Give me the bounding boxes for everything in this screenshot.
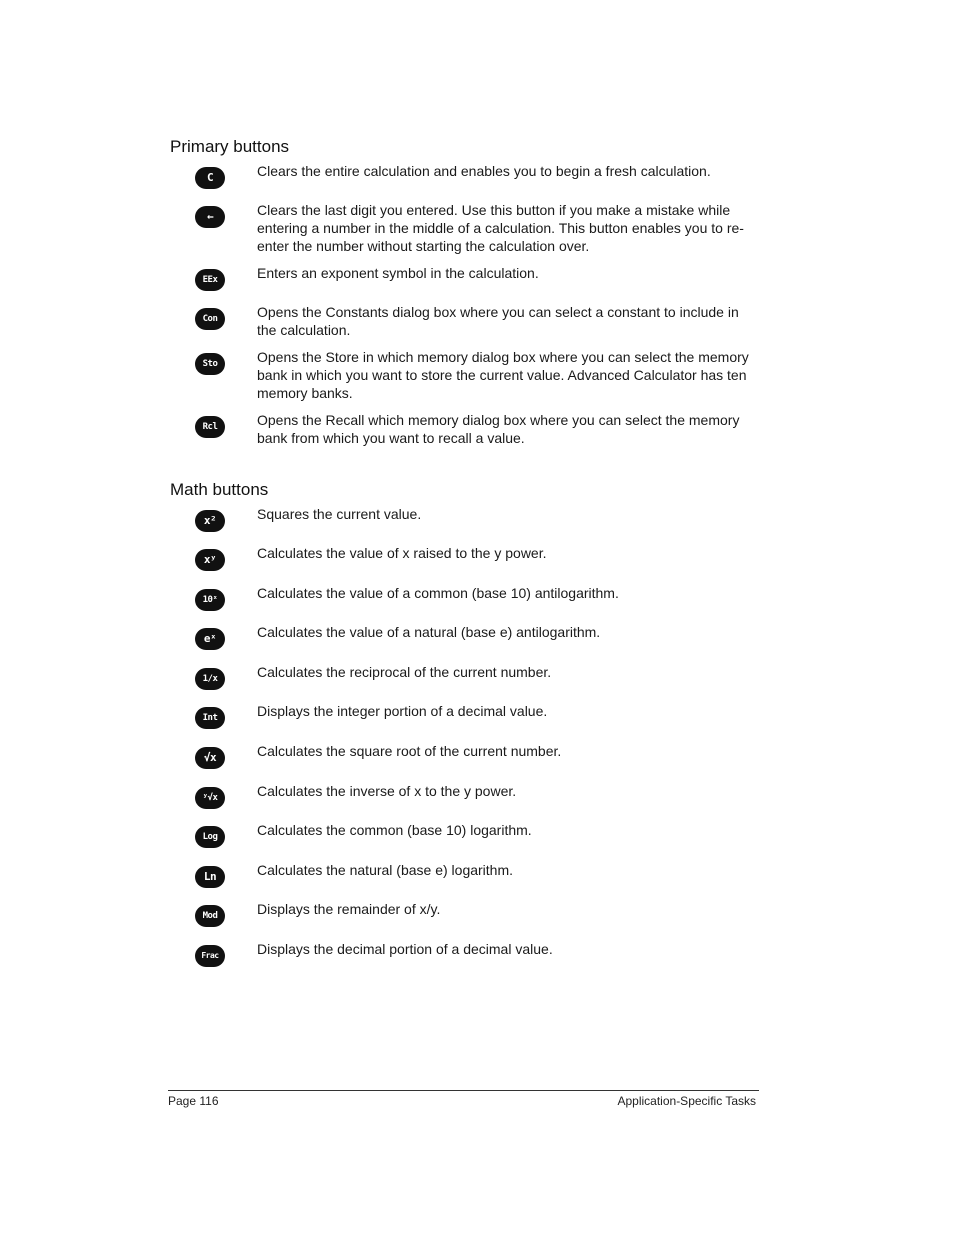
clear-button-icon: C (195, 167, 225, 189)
backspace-button-description: Clears the last digit you entered. Use this button if you make a mistake while entering a number in the middle of a calculation. This button enables you to re-enter the number without starting the calculation over. (257, 202, 744, 254)
exponent-button-description: Enters an exponent symbol in the calculation. (257, 265, 539, 281)
backspace-button-icon: ← (195, 206, 225, 228)
constants-button-icon: Con (195, 308, 225, 330)
recall-button-description: Opens the Recall which memory dialog box where you can select the memory bank from which you want to recall a value. (257, 412, 740, 446)
y-root-button-description: Calculates the inverse of x to the y power. (257, 783, 517, 799)
reciprocal-button-icon: 1/x (195, 668, 225, 690)
mod-button-icon: Mod (195, 905, 225, 927)
integer-button-icon: Int (195, 707, 225, 729)
square-root-button-icon: √x (195, 747, 225, 769)
mod-button-description: Displays the remainder of x/y. (257, 901, 441, 917)
square-button-icon: x² (195, 510, 225, 532)
power-button-icon: xʸ (195, 549, 225, 571)
square-button-description: Squares the current value. (257, 506, 422, 522)
log-button-description: Calculates the common (base 10) logarithm. (257, 822, 532, 838)
log-button-icon: Log (195, 826, 225, 848)
ln-button-icon: Ln (195, 866, 225, 888)
frac-button-icon: Frac (195, 945, 225, 967)
antilog10-button-icon: 10ˣ (195, 589, 225, 611)
square-root-button-description: Calculates the square root of the current number. (257, 743, 562, 759)
store-button-icon: Sto (195, 353, 225, 375)
ln-button-description: Calculates the natural (base e) logarithm. (257, 862, 514, 878)
footer-divider (168, 1090, 759, 1091)
clear-button-description: Clears the entire calculation and enables you to begin a fresh calculation. (257, 163, 711, 179)
recall-button-icon: Rcl (195, 416, 225, 438)
antiloge-button-icon: eˣ (195, 628, 225, 650)
frac-button-description: Displays the decimal portion of a decimal value. (257, 941, 553, 957)
chapter-title: Application-Specific Tasks (617, 1094, 756, 1108)
integer-button-description: Displays the integer portion of a decimal value. (257, 703, 548, 719)
constants-button-description: Opens the Constants dialog box where you can select a constant to include in the calculation. (257, 304, 739, 338)
y-root-button-icon: ʸ√x (195, 787, 225, 809)
store-button-description: Opens the Store in which memory dialog box where you can select the memory bank in which you want to store the current value. Advanced Calculator has ten memory banks. (257, 349, 749, 401)
power-button-description: Calculates the value of x raised to the y power. (257, 545, 547, 561)
math-buttons-heading: Math buttons (170, 480, 269, 499)
antiloge-button-description: Calculates the value of a natural (base e) antilogarithm. (257, 624, 601, 640)
reciprocal-button-description: Calculates the reciprocal of the current number. (257, 664, 552, 680)
antilog10-button-description: Calculates the value of a common (base 10) antilogarithm. (257, 585, 619, 601)
exponent-button-icon: EEx (195, 269, 225, 291)
page-number: Page 116 (168, 1094, 219, 1108)
primary-buttons-heading: Primary buttons (170, 137, 290, 156)
